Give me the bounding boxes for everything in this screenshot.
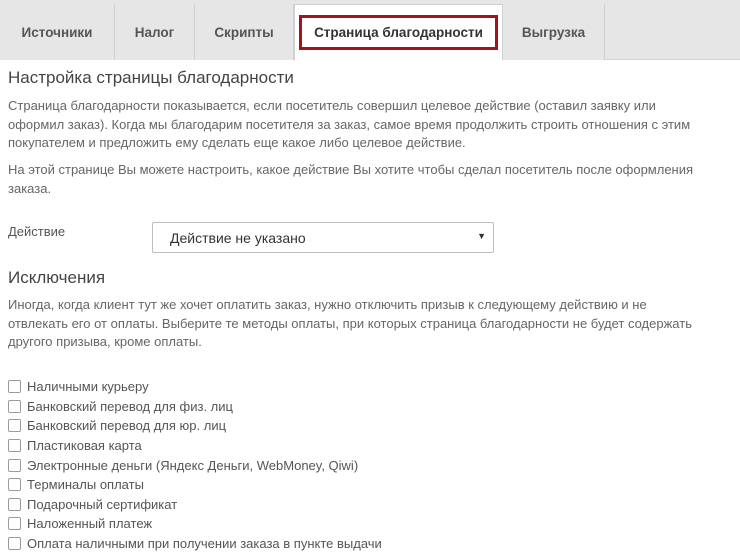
checkbox[interactable] <box>8 478 21 491</box>
checkbox-cash-at-pickup-point[interactable] <box>8 534 382 554</box>
tab-label: Налог <box>134 24 175 40</box>
checkbox-label: Наложенный платеж <box>27 516 153 532</box>
checkbox[interactable] <box>8 459 21 472</box>
tab-label: Выгрузка <box>521 24 586 40</box>
exclusions-title: Исключения <box>8 268 106 287</box>
settings-description: Страница благодарности показывается, если посетитель совершил целевое действие (оставил заявку или оформил заказ). Когда мы благодарим посетителя за заказ, самое время продолжить строить отношения с этим покупателем и предложить ему сделать еще какое либо целевое действие. <box>8 98 691 150</box>
action-select[interactable] <box>152 222 494 253</box>
tab-bar <box>0 0 740 60</box>
checkbox-label: Подарочный сертификат <box>27 496 178 512</box>
tab-sources[interactable] <box>0 4 115 60</box>
dropdown-arrow-icon: ▼ <box>477 231 486 241</box>
checkbox[interactable] <box>8 380 21 393</box>
checkbox-label: Банковский перевод для юр. лиц <box>27 418 227 434</box>
tab-tax[interactable] <box>115 4 195 60</box>
tab-label: Источники <box>21 24 93 40</box>
tab-label: Скрипты <box>214 24 274 40</box>
checkbox[interactable] <box>8 517 21 530</box>
checkbox[interactable] <box>8 537 21 550</box>
tab-scripts[interactable] <box>195 4 294 60</box>
exclusions-description: Иногда, когда клиент тут же хочет оплатить заказ, нужно отключить призыв к следующему действию и не отвлекать его от оплаты. Выберите те методы оплаты, при которых страница благодарности не будет содержать другого призыва, кроме оплаты. <box>8 297 692 349</box>
tab-export[interactable] <box>503 4 605 60</box>
checkbox[interactable] <box>8 419 21 432</box>
checkbox-gift-certificate[interactable] <box>8 495 382 515</box>
action-select-value: Действие не указано <box>170 229 306 246</box>
checkbox[interactable] <box>8 400 21 413</box>
checkbox[interactable] <box>8 439 21 452</box>
checkbox-label: Электронные деньги (Яндекс Деньги, WebMoney, Qiwi) <box>27 457 359 473</box>
checkbox-plastic-card[interactable] <box>8 436 382 456</box>
checkbox-e-money[interactable] <box>8 455 382 475</box>
checkbox-bank-transfer-individuals[interactable] <box>8 397 382 417</box>
checkbox-cash-courier[interactable] <box>8 377 382 397</box>
checkbox-label: Наличными курьеру <box>27 379 149 395</box>
payment-methods-list <box>8 377 382 553</box>
action-label: Действие <box>8 224 66 239</box>
tab-thank-you-page[interactable] <box>294 4 503 61</box>
checkbox-bank-transfer-companies[interactable] <box>8 416 382 436</box>
settings-description-2: На этой странице Вы можете настроить, какое действие Вы хотите чтобы сделал посетитель после оформления заказа. <box>8 162 694 196</box>
settings-title: Настройка страницы благодарности <box>8 68 294 87</box>
checkbox-label: Пластиковая карта <box>27 438 142 454</box>
checkbox-payment-terminals[interactable] <box>8 475 382 495</box>
checkbox-label: Банковский перевод для физ. лиц <box>27 398 233 414</box>
checkbox-cash-on-delivery[interactable] <box>8 514 382 534</box>
checkbox-label: Терминалы оплаты <box>27 477 144 493</box>
checkbox-label: Оплата наличными при получении заказа в пункте выдачи <box>27 536 382 552</box>
tab-label: Страница благодарности <box>299 15 498 50</box>
checkbox[interactable] <box>8 498 21 511</box>
